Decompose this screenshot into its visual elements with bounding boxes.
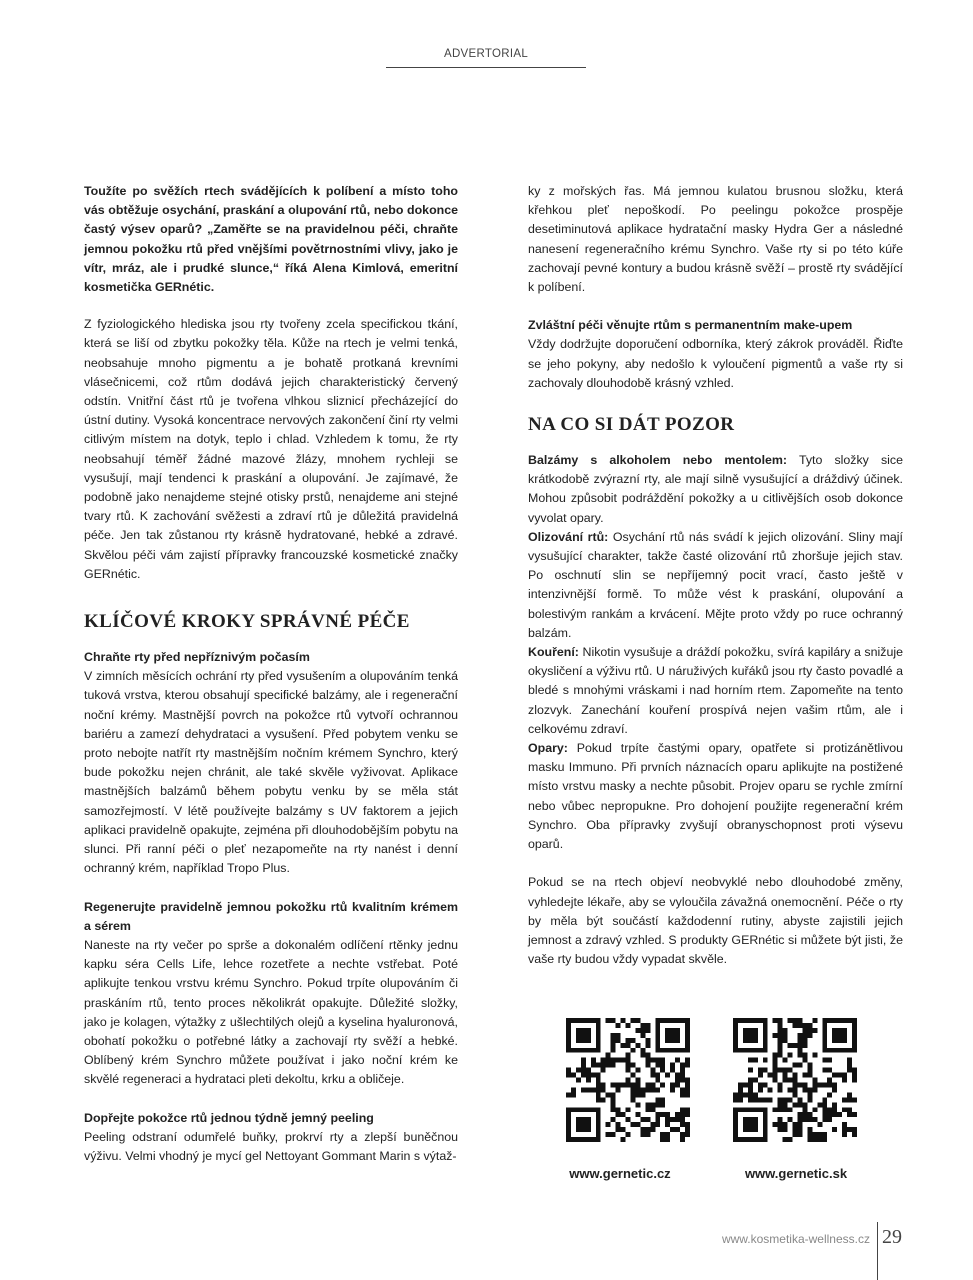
lead-paragraph: Toužíte po svěžích rtech svádějících k políbení a místo toho vás obtěžuje osychání, praskání a olupování rtů, nebo dokonce častý výsev oparů? „Zaměřte se na pravidelnou péči, chraňte jemnou pokožku rtů před vnějšími povětrnostními vlivy, jako je vítr, mráz, ale i prudké slunce,“ říká Alena Kimlová, emeritní kosmetička GERnétic.	[84, 184, 458, 295]
warning-licking	[528, 528, 903, 643]
warning-balms-text: Tyto složky sice krátkodobě zvýrazní rty, ale mají silně vysušující a dráždivý účinek. Mohou způsobit podráždění pokožky a u citlivějších osob dokonce vyvolat opary.	[528, 453, 904, 525]
qr-code-cz[interactable]	[566, 1018, 690, 1142]
link-gernetic-cz[interactable]: www.gernetic.cz	[569, 1166, 671, 1181]
warning-licking-text: Osychání rtů nás svádí k jejich olizování. Sliny mají vysušující charakter, takže časté olizování rtů zhoršuje jejich stav. Po oschnutí slin se nepříjemný pocit vrací, často ještě v intenzivnější formě. To může vést k praskání, olupování a bolestivým rankám a krvácení. Mějte proto vždy po ruce ochranný balzám.	[528, 529, 903, 640]
paragraph-permanent-makeup: Vždy dodržujte doporučení odborníka, který zákrok prováděl. Řiďte se jeho pokyny, aby nedošlo k vyloučení pigmentů a vaše rty si zachovaly dlouhodobě krásný vzhled.	[528, 337, 903, 390]
section-title-steps: KLÍČOVÉ KROKY SPRÁVNÉ PÉČE	[84, 611, 410, 633]
subheading-weather: Chraňte rty před nepříznivým počasím	[84, 650, 310, 665]
header-divider	[386, 67, 586, 68]
warning-cold-sores-text: Pokud trpíte častými opary, opatřete si protizánětlivou masku Immuno. Při prvních náznacích oparu aplikujte na postižené místo vrstvu masky a nechte působit. Projev oparu se rychle zmírní nebo vůbec nepropukne. Pro dohojení použijte regenerační krém Synchro. Oba přípravky zvyšují obranyschopnost proti výsevu oparů.	[528, 741, 903, 852]
footer-website: www.kosmetika-wellness.cz	[721, 1232, 870, 1246]
link-gernetic-sk[interactable]: www.gernetic.sk	[744, 1166, 848, 1181]
qr-code-sk[interactable]	[733, 1018, 857, 1142]
warning-balms-label: Balzámy s alkoholem nebo mentolem:	[528, 453, 788, 468]
footer-divider	[877, 1222, 878, 1280]
warning-licking-label: Olizování rtů:	[528, 529, 609, 544]
intro-paragraph: Z fyziologického hlediska jsou rty tvořeny zcela specifickou tkání, která se liší od zbytku pokožky těla. Kůže na rtech je velmi tenká, neobsahuje mnoho pigmentu a je bohatě protkaná krevními vlásečnicemi, což rtům dodává jejich charakteristický červený odstín. Vnitřní část rtů je tvořena vlhkou sliznicí přecházející do ústní dutiny. Vysoká koncentrace nervových zakončení činí rty velmi citlivým místem na dotyk, teplo i chlad. Vzhledem k tomu, že rty neobsahují téměř žádné mazové žlázy, mnohem rychleji se vysušují, mají tendenci k praskání a olupování. Je zajímavé, že podobně jako nenajdeme stejné otisky prstů, nenajdeme ani stejné tvary rtů. K zachování svěžesti a zdraví rtů je důležitá pravidelná péče. Jen tak zůstanou rty krásně hydratované, hebké a zdravé. Skvělou péči vám zajistí přípravky francouzské kosmetické značky GERnétic.	[84, 317, 458, 581]
warning-smoking-label: Kouření:	[528, 645, 579, 660]
paragraph-weather: V zimních měsících ochrání rty před vysušením a olupováním tenká tuková vrstva, kterou obsahují specifické balzámy, ale i regenerační noční krémy. Mastnější povrch na pokožce rtů vytvoří ochrannou bariéru a zamezí dehydrataci a vysušení. Před pobytem venku se proto nebojte natřít rty mastnějším nočním krémem Synchro, který bude pokožku nejen chránit, ale také skvěle vyživovat. Aplikace mastnějších balzámů během pobytu venku by se měla stát samozřejmostí. V létě používejte balzámy s UV faktorem a jejich aplikaci pravidelně opakujte, zejména při dlouhodobějším pobytu na slunci. Při ranní péči o pleť nezapomeňte na rty nanést i denní ochranný krém, například Tropo Plus.	[84, 669, 458, 876]
closing-paragraph: Pokud se na rtech objeví neobvyklé nebo dlouhodobé změny, vyhledejte lékaře, aby se vyloučila závažná onemocnění. Péče o rty by měla být součástí každodenní rutiny, abyste zajistili jejich jemnost a zdravý vzhled. S produkty GERnétic si můžete být jisti, že vaše rty budou vždy vypadat skvěle.	[528, 875, 903, 967]
right-column	[528, 182, 903, 969]
warning-smoking	[528, 643, 903, 739]
section-label: ADVERTORIAL	[443, 48, 529, 60]
paragraph-peeling-continued: ky z mořských řas. Má jemnou kulatou brusnou složku, která křehkou pleť nepoškodí. Po peelingu pokožce prospěje desetiminutová aplikace hydratační masky Hydra Ger a následné nanesení regeneračního krému Synchro. Vaše rty si po této kúře zachovají pevné kontury a budou krásně svěží – prostě rty svádějící k políbení.	[528, 184, 903, 295]
warning-cold-sores	[528, 739, 903, 854]
warning-cold-sores-label: Opary:	[528, 741, 568, 756]
paragraph-peeling: Peeling odstraní odumřelé buňky, prokrví rty a zlepší buněčnou výživu. Velmi vhodný je mycí gel Nettoyant Gommant Marin s výtaž-	[84, 1129, 458, 1163]
warning-balms	[528, 451, 903, 528]
page-number: 29	[882, 1226, 902, 1248]
paragraph-regenerate: Naneste na rty večer po sprše a dokonalém odlíčení rtěnky jednu kapku séra Cells Life, lehce rozetřete a nechte vstřebat. Poté aplikujte tenkou vrstvu krému Synchro. Pokud trpíte olupováním či praskáním rtů, tento proces několikrát opakujte. Důležité složky, jako je kolagen, výtažky z ušlechtilých olejů a kyselina hyaluronová, obohatí pokožku o potřebné látky a zachovají rty svěží a hebké. Oblíbený krém Synchro můžete používat i jako noční krém ke skvělé regeneraci a hydrataci pleti dekoltu, krku a obličeje.	[84, 937, 458, 1087]
left-column	[84, 182, 458, 1166]
warning-smoking-text: Nikotin vysušuje a dráždí pokožku, svírá kapiláry a snižuje okysličení a výživu rtů. U náruživých kuřáků jsou rty často povadlé a bledé s mnohými vráskami i nad horním rtem. Zapomeňte na tento zlozvyk. Zanechání kouření prospívá nejen vašim rtům, ale i celkovému zdraví.	[528, 645, 903, 736]
subheading-permanent-makeup: Zvláštní péči věnujte rtům s permanentním make-upem	[528, 318, 853, 333]
subheading-peeling: Dopřejte pokožce rtů jednou týdně jemný peeling	[84, 1110, 374, 1125]
subheading-regenerate: Regenerujte pravidelně jemnou pokožku rtů kvalitním krémem a sérem	[84, 899, 458, 933]
section-title-warnings: NA CO SI DÁT POZOR	[528, 414, 735, 436]
